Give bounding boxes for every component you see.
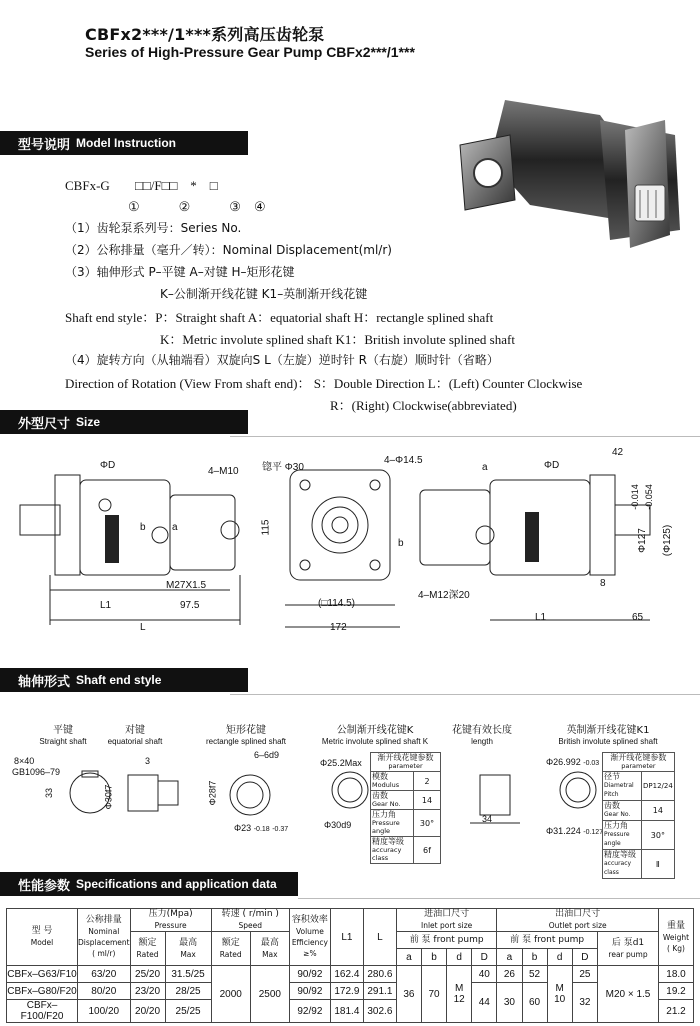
spec-h-out-a: a <box>497 949 522 966</box>
british-row-1: 齿数 Gear No. <box>603 801 642 821</box>
model-code-prefix: CBFx-G <box>65 178 110 193</box>
spec-model: CBFx–G80/F20 <box>7 983 78 1000</box>
section-header-shaft <box>0 668 248 692</box>
page-title-cn: CBFx2***/1***系列高压齿轮泵 <box>85 25 325 44</box>
spec-h-rated-press: 额定 Rated <box>130 932 165 966</box>
metric-row-1: 齿数 Gear No. <box>371 791 414 810</box>
spec-l1: 172.9 <box>330 983 363 1000</box>
dim-115: 115 <box>260 519 272 536</box>
model-code <box>65 175 218 194</box>
model-line-7: （4）旋转方向（从轴端看）双旋向S L（左旋）逆时针 R（右旋）顺时针（省略） <box>65 353 499 367</box>
shaft-dim-phi23: Φ23 -0.18 -0.37 <box>234 823 289 833</box>
spec-h-rear: 后 泵d1 rear pump <box>598 932 659 966</box>
shaft-dim-gb: GB1096–79 <box>12 767 61 777</box>
british-row-2: 压力角 Pressure angle <box>603 821 642 850</box>
spec-h-disp: 公称排量 Nominal Displacement ( ml/r) <box>78 909 131 966</box>
spec-model: CBFx–G63/F10 <box>7 966 78 983</box>
spec-rear: M20 × 1.5 <box>598 966 659 1023</box>
british-row-3: 精度等级 accuracy class <box>603 850 642 879</box>
spec-h-rated-speed: 额定 Rated <box>211 932 250 966</box>
model-line-5: Shaft end style：P：Straight shaft A：equatorial shaft H：rectangle splined shaft <box>65 310 494 325</box>
dim-b-left: b <box>140 522 146 533</box>
shaft-dim-tol23a: -0.18 <box>253 826 270 833</box>
spec-weight: 19.2 <box>659 983 694 1000</box>
model-line-8: Direction of Rotation (View From shaft end)： S：Double Direction L：(Left) Counter Clockwise <box>65 376 583 391</box>
dim-L: L <box>140 622 146 633</box>
spec-l1: 162.4 <box>330 966 363 983</box>
section-shaft-rule <box>230 694 700 695</box>
shaft-dim-tol23b: -0.37 <box>272 826 289 833</box>
british-value-2: 30° <box>642 821 675 850</box>
metric-row-2: 压力角 Pressure angle <box>371 810 414 837</box>
spec-in-b: 70 <box>421 966 446 1023</box>
british-spline-table <box>602 752 675 879</box>
spec-h-inlet-front: 前 泵 front pump <box>396 932 496 949</box>
spec-h-in-a: a <box>396 949 421 966</box>
spec-in-a: 36 <box>396 966 421 1023</box>
dim-phiD-right: ΦD <box>544 460 560 471</box>
model-code-numbers: ① ② ③ ④ <box>128 199 266 214</box>
section-size-rule <box>230 436 700 437</box>
model-line-9: R：(Right) Clockwise(abbreviated) <box>330 398 517 413</box>
dim-tol1: -0.014 <box>629 484 640 510</box>
section-spec-en: Specifications and application data <box>76 877 277 891</box>
shaft-dim-3: 3 <box>145 756 151 766</box>
size-drawing-right <box>410 450 695 640</box>
dim-42: 42 <box>612 447 624 458</box>
spec-h-weight: 重量 Weight ( Kg) <box>659 909 694 966</box>
spec-rated: 20/20 <box>130 1000 165 1023</box>
dim-phi30: 锪平 Φ30 <box>262 462 304 473</box>
shaft-label-british: 英制渐开线花键K1 British involute splined shaft <box>558 725 658 746</box>
spec-max: 28/25 <box>165 983 211 1000</box>
table-row <box>7 983 694 1000</box>
spec-l: 291.1 <box>363 983 396 1000</box>
spec-h-in-b: b <box>421 949 446 966</box>
shaft-dim-34: 34 <box>482 814 493 824</box>
spec-h-in-d: d <box>447 949 472 966</box>
metric-value-1: 14 <box>414 791 441 810</box>
spec-out-a1: 26 <box>497 966 522 983</box>
section-header-spec <box>0 872 298 896</box>
spec-in-d: M 12 <box>447 966 472 1023</box>
table-row <box>7 966 694 983</box>
british-value-1: 14 <box>642 801 675 821</box>
shaft-label-length: 花键有效长度 length <box>452 725 512 746</box>
spec-h-model: 型 号 Model <box>7 909 78 966</box>
spec-speed-max: 2500 <box>250 966 289 1023</box>
model-line-2: （2）公称排量（毫升／转）：Nominal Displacement(ml/r) <box>65 243 392 257</box>
spec-h-press: 压力(Mpa) Pressure <box>130 909 211 932</box>
british-row-0: 径节 Diametral Pitch <box>603 772 642 801</box>
spec-speed-rated: 2000 <box>211 966 250 1023</box>
spec-l: 302.6 <box>363 1000 396 1023</box>
spec-max: 31.5/25 <box>165 966 211 983</box>
metric-value-0: 2 <box>414 772 441 791</box>
dim-phi127: Φ127 <box>636 528 648 553</box>
shaft-label-metric: 公制渐开线花键K Metric involute splined shaft K <box>321 725 429 746</box>
spec-in-D2: 44 <box>472 983 497 1023</box>
shaft-dim-tol26: -0.03 <box>583 760 600 767</box>
spec-h-inlet: 进油口尺寸 Inlet port size <box>396 909 496 932</box>
metric-value-3: 6f <box>414 837 441 864</box>
british-value-0: DP12/24 <box>642 772 675 801</box>
section-header-size <box>0 410 248 434</box>
dim-l1-left: L1 <box>100 600 112 611</box>
spec-h-max-press: 最高 Max <box>165 932 211 966</box>
model-line-3: （3）轴伸形式 P–平键 A–对键 H–矩形花键 <box>65 265 295 279</box>
section-spec-cn: 性能参数 <box>18 878 71 894</box>
shaft-label-equatorial: 对键 equatorial shaft <box>107 725 163 746</box>
section-shaft-cn: 轴伸形式 <box>18 674 71 690</box>
model-line-6: K：Metric involute splined shaft K1：British involute splined shaft <box>160 332 515 347</box>
spec-h-max-speed: 最高 Max <box>250 932 289 966</box>
spec-out-d: M 10 <box>547 966 572 1023</box>
dim-1145: (□114.5) <box>318 598 355 609</box>
section-size-cn: 外型尺寸 <box>18 416 71 432</box>
shaft-dim-phi28f7: Φ28f7 <box>207 780 218 806</box>
spec-out-a2: 30 <box>497 983 522 1023</box>
spec-out-D1: 25 <box>572 966 597 983</box>
shaft-dim-33: 33 <box>44 787 55 799</box>
dim-phi145: 4–Φ14.5 <box>384 455 423 466</box>
model-code-parts: □□/F□□ * □ <box>135 178 218 193</box>
spec-table <box>6 908 694 1023</box>
metric-row-3: 精度等级 accuracy class <box>371 837 414 864</box>
spec-h-out-d: d <box>547 949 572 966</box>
section-spec-rule <box>298 898 700 899</box>
spec-h-outlet: 出油口尺寸 Outlet port size <box>497 909 659 932</box>
spec-h-out-b: b <box>522 949 547 966</box>
model-line-1: （1）齿轮泵系列号：Series No. <box>65 221 242 235</box>
shaft-dim-tol31: -0.127 <box>583 829 604 836</box>
shaft-dim-phi252: Φ25.2Max <box>320 758 362 768</box>
dim-l1-right: L1 <box>535 612 547 623</box>
section-model-en: Model Instruction <box>76 136 177 150</box>
dim-phiD-left: ΦD <box>100 460 116 471</box>
dim-b-right: b <box>398 538 404 549</box>
dim-a-left: a <box>172 522 178 533</box>
shaft-dim-phi31224: Φ31.224 -0.127 <box>546 826 604 836</box>
shaft-dim-phi30d9: Φ30d9 <box>324 820 352 830</box>
spec-h-vol: 容积效率 Volume Efficiency ≥% <box>289 909 330 966</box>
size-drawing-left <box>10 450 270 640</box>
spec-disp: 100/20 <box>78 1000 131 1023</box>
spec-weight: 21.2 <box>659 1000 694 1023</box>
spec-disp: 63/20 <box>78 966 131 983</box>
dim-975: 97.5 <box>180 600 200 611</box>
spec-l: 280.6 <box>363 966 396 983</box>
model-line-4: K–公制渐开线花键 K1–英制渐开线花键 <box>160 287 368 301</box>
dim-a-right: a <box>482 462 488 473</box>
metric-value-2: 30° <box>414 810 441 837</box>
spec-rated: 25/20 <box>130 966 165 983</box>
british-value-3: Ⅱ <box>642 850 675 879</box>
spec-max: 25/25 <box>165 1000 211 1023</box>
spec-h-outlet-front: 前 泵 front pump <box>497 932 598 949</box>
shaft-label-rectangle: 矩形花键 rectangle splined shaft <box>205 725 287 746</box>
shaft-label-straight: 平键 Straight shaft <box>39 725 87 746</box>
dim-65: 65 <box>632 612 644 623</box>
section-shaft-en: Shaft end style <box>76 673 162 687</box>
spec-vol: 90/92 <box>289 983 330 1000</box>
spec-out-b2: 60 <box>522 983 547 1023</box>
shaft-dim-key: 8×40 <box>14 756 35 766</box>
page-title-en: Series of High-Pressure Gear Pump CBFx2***/1*** <box>85 44 415 60</box>
dim-m27: M27X1.5 <box>166 580 207 591</box>
section-header-model <box>0 131 248 155</box>
spec-h-l: L <box>363 909 396 966</box>
british-table-title: 渐开线花键参数 parameter <box>603 753 675 772</box>
section-size-en: Size <box>76 415 101 429</box>
spec-h-l1: L1 <box>330 909 363 966</box>
spec-weight: 18.0 <box>659 966 694 983</box>
section-model-cn: 型号说明 <box>18 137 71 153</box>
shaft-dim-phi30f7: Φ30f7 <box>103 784 114 810</box>
dim-phi125: (Φ125) <box>662 524 674 557</box>
dim-tol2: -0.054 <box>643 484 654 510</box>
spec-model: CBFx–F100/F20 <box>7 1000 78 1023</box>
spec-out-b1: 52 <box>522 966 547 983</box>
spec-vol: 92/92 <box>289 1000 330 1023</box>
shaft-dim-spl: 6–6d9 <box>254 750 280 760</box>
metric-table-title: 渐开线花键参数 parameter <box>371 753 441 772</box>
spec-l1: 181.4 <box>330 1000 363 1023</box>
spec-rated: 23/20 <box>130 983 165 1000</box>
pump-illustration <box>450 90 695 265</box>
shaft-dim-phi26992: Φ26.992 -0.03 <box>546 757 600 767</box>
spec-vol: 90/92 <box>289 966 330 983</box>
spec-h-in-D: D <box>472 949 497 966</box>
spec-in-D1: 40 <box>472 966 497 983</box>
spec-h-speed: 转速 ( r/min ) Speed <box>211 909 289 932</box>
dim-8: 8 <box>600 578 606 589</box>
dim-m10: 4–M10 <box>208 466 239 477</box>
metric-row-0: 模数 Modulus <box>371 772 414 791</box>
spec-disp: 80/20 <box>78 983 131 1000</box>
dim-172: 172 <box>330 622 347 633</box>
dim-m12: 4–M12深20 <box>418 590 470 601</box>
metric-spline-table <box>370 752 441 864</box>
spec-h-out-D: D <box>572 949 597 966</box>
spec-out-D2: 32 <box>572 983 597 1023</box>
